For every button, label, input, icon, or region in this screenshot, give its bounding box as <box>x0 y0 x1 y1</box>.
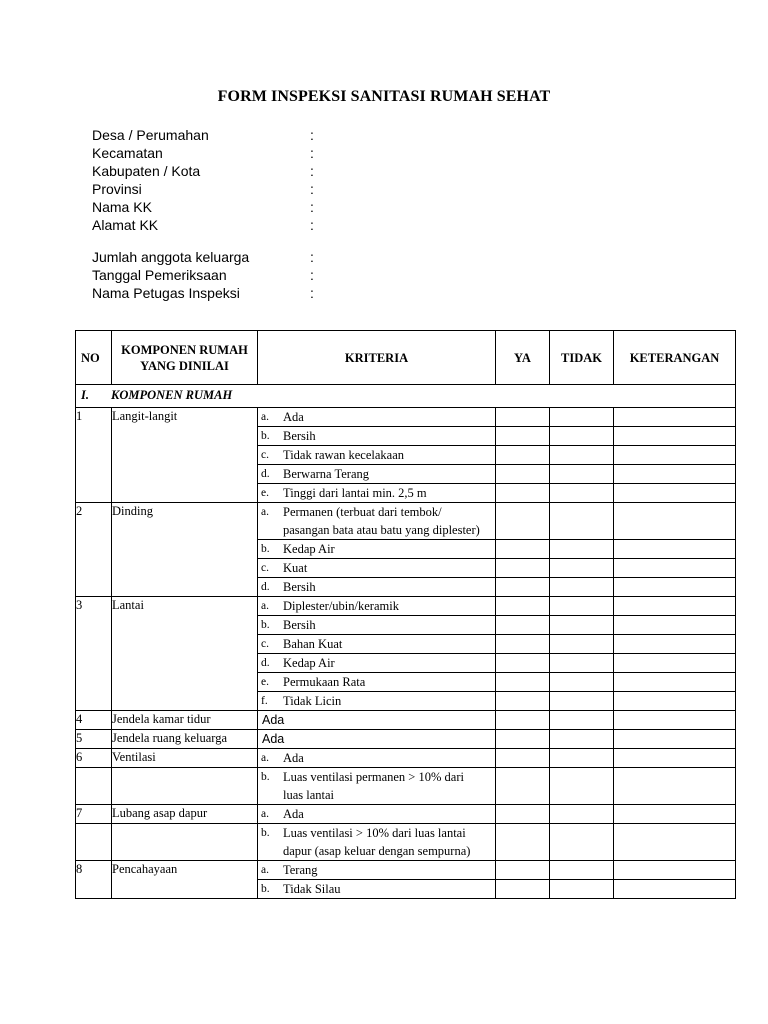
criteria-cell <box>258 673 496 692</box>
criteria-text: Permanen (terbuat dari tembok/ pasangan bata atau batu yang diplester) <box>283 505 480 537</box>
tidak-checkbox-cell[interactable] <box>550 711 614 730</box>
keterangan-cell[interactable] <box>614 824 736 861</box>
ya-checkbox-cell[interactable] <box>496 768 550 805</box>
tidak-checkbox-cell[interactable] <box>550 484 614 503</box>
criteria-cell <box>258 616 496 635</box>
tidak-checkbox-cell[interactable] <box>550 616 614 635</box>
criteria-cell <box>258 824 496 861</box>
criteria-item <box>258 484 495 502</box>
section-name: KOMPONEN RUMAH <box>111 388 233 402</box>
field-colon: : <box>310 217 314 233</box>
ya-checkbox-cell[interactable] <box>496 559 550 578</box>
criteria-cell <box>258 805 496 824</box>
row-komponen-empty <box>112 824 258 861</box>
keterangan-cell[interactable] <box>614 673 736 692</box>
ya-checkbox-cell[interactable] <box>496 484 550 503</box>
criteria-marker: b. <box>261 827 270 839</box>
criteria-item <box>258 540 495 558</box>
header-keterangan: KETERANGAN <box>614 331 736 385</box>
field-label: Kecamatan <box>92 145 163 161</box>
row-komponen: Dinding <box>112 503 258 597</box>
header-kriteria: KRITERIA <box>258 331 496 385</box>
ya-checkbox-cell[interactable] <box>496 654 550 673</box>
criteria-item <box>258 427 495 445</box>
tidak-checkbox-cell[interactable] <box>550 673 614 692</box>
row-number: 5 <box>76 730 112 749</box>
ya-checkbox-cell[interactable] <box>496 824 550 861</box>
tidak-checkbox-cell[interactable] <box>550 880 614 899</box>
field-label: Alamat KK <box>92 217 159 233</box>
keterangan-cell[interactable] <box>614 730 736 749</box>
table-row <box>76 824 736 861</box>
criteria-cell <box>258 540 496 559</box>
criteria-item <box>258 465 495 483</box>
table-row <box>76 730 736 749</box>
criteria-cell <box>258 880 496 899</box>
ya-checkbox-cell[interactable] <box>496 465 550 484</box>
row-komponen: Ventilasi <box>112 749 258 768</box>
header-tidak: TIDAK <box>550 331 614 385</box>
criteria-item <box>258 861 495 879</box>
row-komponen: Lubang asap dapur <box>112 805 258 824</box>
criteria-cell <box>258 730 496 749</box>
ya-checkbox-cell[interactable] <box>496 711 550 730</box>
keterangan-cell[interactable] <box>614 465 736 484</box>
criteria-cell <box>258 654 496 673</box>
criteria-text: Diplester/ubin/keramik <box>283 599 399 613</box>
criteria-item <box>258 578 495 596</box>
row-komponen: Jendela ruang keluarga <box>112 730 258 749</box>
inspection-table <box>75 330 736 899</box>
row-number: 2 <box>76 503 112 597</box>
criteria-cell <box>258 484 496 503</box>
ya-checkbox-cell[interactable] <box>496 673 550 692</box>
ya-checkbox-cell[interactable] <box>496 749 550 768</box>
tidak-checkbox-cell[interactable] <box>550 597 614 616</box>
ya-checkbox-cell[interactable] <box>496 805 550 824</box>
tidak-checkbox-cell[interactable] <box>550 559 614 578</box>
criteria-cell <box>258 692 496 711</box>
field-colon: : <box>310 145 314 161</box>
keterangan-cell[interactable] <box>614 711 736 730</box>
table-row <box>76 408 736 427</box>
criteria-marker: e. <box>261 676 269 688</box>
keterangan-cell[interactable] <box>614 861 736 880</box>
criteria-text: Tidak rawan kecelakaan <box>283 448 405 462</box>
criteria-marker: b. <box>261 430 270 442</box>
criteria-marker: d. <box>261 581 270 593</box>
criteria-text: Ada <box>262 713 285 727</box>
row-number: 7 <box>76 805 112 824</box>
row-komponen: Jendela kamar tidur <box>112 711 258 730</box>
table-row <box>76 503 736 540</box>
criteria-item <box>258 749 495 767</box>
criteria-text: Bersih <box>283 580 316 594</box>
criteria-cell <box>258 768 496 805</box>
criteria-marker: a. <box>261 600 269 612</box>
field-label: Nama Petugas Inspeksi <box>92 285 240 301</box>
ya-checkbox-cell[interactable] <box>496 597 550 616</box>
field-colon: : <box>310 199 314 215</box>
table-row <box>76 805 736 824</box>
table-header-row <box>76 331 736 385</box>
criteria-text: Luas ventilasi > 10% dari luas lantai dapur (asap keluar dengan sempurna) <box>283 826 471 858</box>
ya-checkbox-cell[interactable] <box>496 861 550 880</box>
tidak-checkbox-cell[interactable] <box>550 768 614 805</box>
field-label: Kabupaten / Kota <box>92 163 201 179</box>
header-no: NO <box>76 331 112 385</box>
criteria-item <box>258 673 495 691</box>
ya-checkbox-cell[interactable] <box>496 446 550 465</box>
criteria-text: Bersih <box>283 618 316 632</box>
keterangan-cell[interactable] <box>614 427 736 446</box>
row-komponen: Pencahayaan <box>112 861 258 899</box>
criteria-cell <box>258 465 496 484</box>
criteria-text: Tidak Licin <box>283 694 342 708</box>
criteria-item <box>258 824 495 860</box>
criteria-marker: c. <box>261 562 269 574</box>
table-row <box>76 861 736 880</box>
ya-checkbox-cell[interactable] <box>496 880 550 899</box>
keterangan-cell[interactable] <box>614 880 736 899</box>
keterangan-cell[interactable] <box>614 597 736 616</box>
tidak-checkbox-cell[interactable] <box>550 824 614 861</box>
field-colon: : <box>310 181 314 197</box>
row-number: 8 <box>76 861 112 899</box>
tidak-checkbox-cell[interactable] <box>550 805 614 824</box>
ya-checkbox-cell[interactable] <box>496 427 550 446</box>
row-number: 4 <box>76 711 112 730</box>
criteria-cell <box>258 597 496 616</box>
criteria-text: Ada <box>262 732 285 746</box>
criteria-cell <box>258 749 496 768</box>
criteria-marker: d. <box>261 657 270 669</box>
field-colon: : <box>310 163 314 179</box>
criteria-item <box>258 635 495 653</box>
field-colon: : <box>310 285 314 301</box>
tidak-checkbox-cell[interactable] <box>550 408 614 427</box>
form-title: FORM INSPEKSI SANITASI RUMAH SEHAT <box>217 88 551 105</box>
criteria-item <box>258 880 495 898</box>
criteria-text: Berwarna Terang <box>283 467 370 481</box>
criteria-text: Tinggi dari lantai min. 2,5 m <box>283 486 427 500</box>
keterangan-cell[interactable] <box>614 805 736 824</box>
ya-checkbox-cell[interactable] <box>496 540 550 559</box>
criteria-cell <box>258 711 496 730</box>
criteria-item <box>258 559 495 577</box>
criteria-marker: f. <box>261 695 268 707</box>
ya-checkbox-cell[interactable] <box>496 578 550 597</box>
ya-checkbox-cell[interactable] <box>496 408 550 427</box>
criteria-item <box>258 597 495 615</box>
keterangan-cell[interactable] <box>614 540 736 559</box>
keterangan-cell[interactable] <box>614 408 736 427</box>
row-number-empty <box>76 768 112 805</box>
table-row <box>76 768 736 805</box>
keterangan-cell[interactable] <box>614 503 736 540</box>
criteria-text: Tidak Silau <box>283 882 341 896</box>
criteria-text: Ada <box>283 410 304 424</box>
criteria-marker: b. <box>261 543 270 555</box>
criteria-marker: c. <box>261 638 269 650</box>
tidak-checkbox-cell[interactable] <box>550 692 614 711</box>
criteria-item <box>258 446 495 464</box>
criteria-marker: b. <box>261 771 270 783</box>
criteria-marker: b. <box>261 619 270 631</box>
row-komponen-empty <box>112 768 258 805</box>
keterangan-cell[interactable] <box>614 559 736 578</box>
criteria-text: Terang <box>283 863 318 877</box>
keterangan-cell[interactable] <box>614 484 736 503</box>
tidak-checkbox-cell[interactable] <box>550 503 614 540</box>
criteria-marker: d. <box>261 468 270 480</box>
field-colon: : <box>310 249 314 265</box>
tidak-checkbox-cell[interactable] <box>550 540 614 559</box>
table-row <box>76 749 736 768</box>
keterangan-cell[interactable] <box>614 749 736 768</box>
criteria-item <box>258 408 495 426</box>
header-ya: YA <box>496 331 550 385</box>
criteria-marker: b. <box>261 883 270 895</box>
criteria-item <box>258 768 495 804</box>
header-komponen: KOMPONEN RUMAH YANG DINILAI <box>112 331 258 385</box>
tidak-checkbox-cell[interactable] <box>550 465 614 484</box>
criteria-item <box>258 616 495 634</box>
table-row <box>76 597 736 616</box>
criteria-item <box>258 654 495 672</box>
keterangan-cell[interactable] <box>614 578 736 597</box>
criteria-cell <box>258 427 496 446</box>
field-colon: : <box>310 127 314 143</box>
criteria-text: Luas ventilasi permanen > 10% dari luas lantai <box>283 770 464 802</box>
criteria-cell <box>258 861 496 880</box>
field-label: Tanggal Pemeriksaan <box>92 267 227 283</box>
criteria-text: Permukaan Rata <box>283 675 366 689</box>
criteria-marker: a. <box>261 808 269 820</box>
ya-checkbox-cell[interactable] <box>496 730 550 749</box>
tidak-checkbox-cell[interactable] <box>550 749 614 768</box>
ya-checkbox-cell[interactable] <box>496 616 550 635</box>
criteria-item <box>258 692 495 710</box>
row-number-empty <box>76 824 112 861</box>
criteria-cell <box>258 503 496 540</box>
tidak-checkbox-cell[interactable] <box>550 654 614 673</box>
field-label: Jumlah anggota keluarga <box>92 249 250 265</box>
ya-checkbox-cell[interactable] <box>496 692 550 711</box>
criteria-cell <box>258 446 496 465</box>
keterangan-cell[interactable] <box>614 635 736 654</box>
criteria-text: Bahan Kuat <box>283 637 343 651</box>
field-label: Provinsi <box>92 181 142 197</box>
criteria-item <box>258 805 495 823</box>
criteria-cell <box>258 635 496 654</box>
criteria-text: Kedap Air <box>283 656 335 670</box>
criteria-text: Kedap Air <box>283 542 335 556</box>
criteria-marker: a. <box>261 411 269 423</box>
criteria-text: Kuat <box>283 561 308 575</box>
keterangan-cell[interactable] <box>614 616 736 635</box>
keterangan-cell[interactable] <box>614 768 736 805</box>
tidak-checkbox-cell[interactable] <box>550 446 614 465</box>
criteria-text: Ada <box>283 807 304 821</box>
criteria-cell <box>258 408 496 427</box>
field-colon: : <box>310 267 314 283</box>
tidak-checkbox-cell[interactable] <box>550 730 614 749</box>
criteria-cell <box>258 578 496 597</box>
section-row <box>76 385 736 408</box>
tidak-checkbox-cell[interactable] <box>550 635 614 654</box>
keterangan-cell[interactable] <box>614 692 736 711</box>
criteria-marker: e. <box>261 487 269 499</box>
ya-checkbox-cell[interactable] <box>496 635 550 654</box>
tidak-checkbox-cell[interactable] <box>550 861 614 880</box>
row-number: 1 <box>76 408 112 503</box>
row-number: 6 <box>76 749 112 768</box>
keterangan-cell[interactable] <box>614 654 736 673</box>
criteria-text: Ada <box>283 751 304 765</box>
criteria-marker: a. <box>261 864 269 876</box>
criteria-text: Bersih <box>283 429 316 443</box>
field-label: Desa / Perumahan <box>92 127 209 143</box>
row-komponen: Lantai <box>112 597 258 711</box>
criteria-item <box>258 503 495 539</box>
criteria-marker: c. <box>261 449 269 461</box>
criteria-cell <box>258 559 496 578</box>
tidak-checkbox-cell[interactable] <box>550 578 614 597</box>
table-row <box>76 711 736 730</box>
tidak-checkbox-cell[interactable] <box>550 427 614 446</box>
section-roman: I. <box>81 388 89 402</box>
row-number: 3 <box>76 597 112 711</box>
field-label: Nama KK <box>92 199 152 215</box>
criteria-marker: a. <box>261 506 269 518</box>
row-komponen: Langit-langit <box>112 408 258 503</box>
ya-checkbox-cell[interactable] <box>496 503 550 540</box>
section-heading <box>76 385 736 408</box>
keterangan-cell[interactable] <box>614 446 736 465</box>
criteria-marker: a. <box>261 752 269 764</box>
